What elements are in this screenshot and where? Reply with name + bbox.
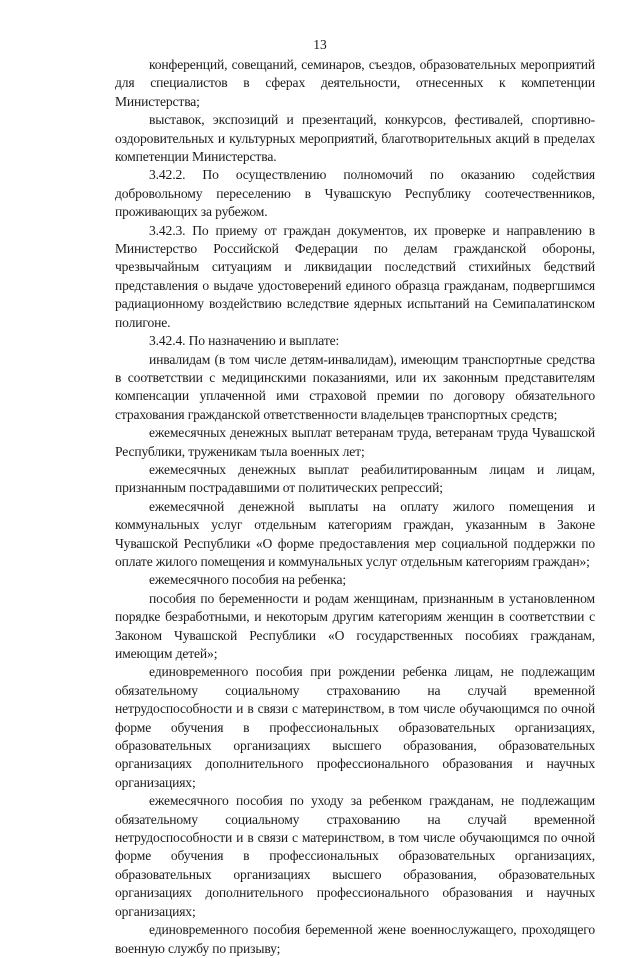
paragraph-labor-veterans: ежемесячных денежных выплат ветеранам труда, ветеранам труда Чувашской Республики, труженикам тыла военных лет; [115, 425, 595, 459]
paragraph-birth-lump-sum: единовременного пособия при рождении ребенка лицам, не подлежащим обязательному социальному страхованию на случай временной нетрудоспособности и в связи с материнством, в том числе обучающимся по очной форме обучения в профессиональных образовательных организациях, образовательных организациях высшего образования, образовательных организациях дополнительного профессионального образования и научных организациях; [115, 664, 595, 790]
paragraph-disabled-compensation: инвалидам (в том числе детям-инвалидам), имеющим транспортные средства в соответствии с медицинскими показаниями, или их законным представителям компенсации уплаченной ими страховой премии по договору обязательного страхования гражданской ответственности владельцев транспортных средств; [115, 351, 595, 422]
paragraph-3-42-4: 3.42.4. По назначению и выплате: [149, 333, 340, 349]
paragraph-housing-payment: ежемесячной денежной выплаты на оплату жилого помещения и коммунальных услуг отдельным категориям граждан, указанным в Законе Чувашской Республики «О форме предоставления мер социальной поддержки по оплате жилого помещения и коммунальных услуг отдельным категориям граждан»; [115, 498, 595, 569]
paragraph-conscript-wife-benefit: единовременного пособия беременной жене военнослужащего, проходящего военную службу по призыву; [115, 922, 595, 956]
page-number: 13 [313, 37, 327, 52]
document-body [115, 56, 595, 958]
paragraph-childcare-allowance: ежемесячного пособия по уходу за ребенком гражданам, не подлежащим обязательному социальному страхованию на случай временной нетрудоспособности и в связи с материнством, в том числе обучающимся по очной форме обучения в профессиональных образовательных организациях, образовательных организациях высшего образования, образовательных организациях дополнительного профессионального образования и научных организациях; [115, 793, 595, 919]
paragraph-rehabilitated: ежемесячных денежных выплат реабилитированным лицам и лицам, признанным пострадавшими от политических репрессий; [115, 461, 595, 496]
paragraph-exhibitions: выставок, экспозиций и презентаций, конкурсов, фестивалей, спортивно-оздоровительных и культурных мероприятий, благотворительных акций в пределах компетенции Министерства. [115, 112, 595, 165]
paragraph-conferences: конференций, совещаний, семинаров, съездов, образовательных мероприятий для специалистов в сферах деятельности, отнесенных к компетенции Министерства; [115, 57, 595, 109]
paragraph-child-allowance: ежемесячного пособия на ребенка; [149, 572, 346, 588]
paragraph-3-42-2: 3.42.2. По осуществлению полномочий по оказанию содействия добровольному переселению в Чувашскую Республику соотечественников, проживающих за рубежом. [115, 167, 595, 220]
paragraph-maternity-benefit: пособия по беременности и родам женщинам, признанным в установленном порядке безработными, и некоторым другим категориям женщин в соответствии с Законом Чувашской Республики «О государственных пособиях гражданам, имеющим детей»; [115, 590, 595, 661]
paragraph-3-42-3: 3.42.3. По приему от граждан документов, их проверке и направлению в Министерство Российской Федерации по делам гражданской обороны, чрезвычайным ситуациям и ликвидации последствий стихийных бедствий представления о выдаче удостоверений единого образца гражданам, подвергшимся радиационному воздействию вследствие ядерных испытаний на Семипалатинском полигоне. [115, 222, 595, 330]
